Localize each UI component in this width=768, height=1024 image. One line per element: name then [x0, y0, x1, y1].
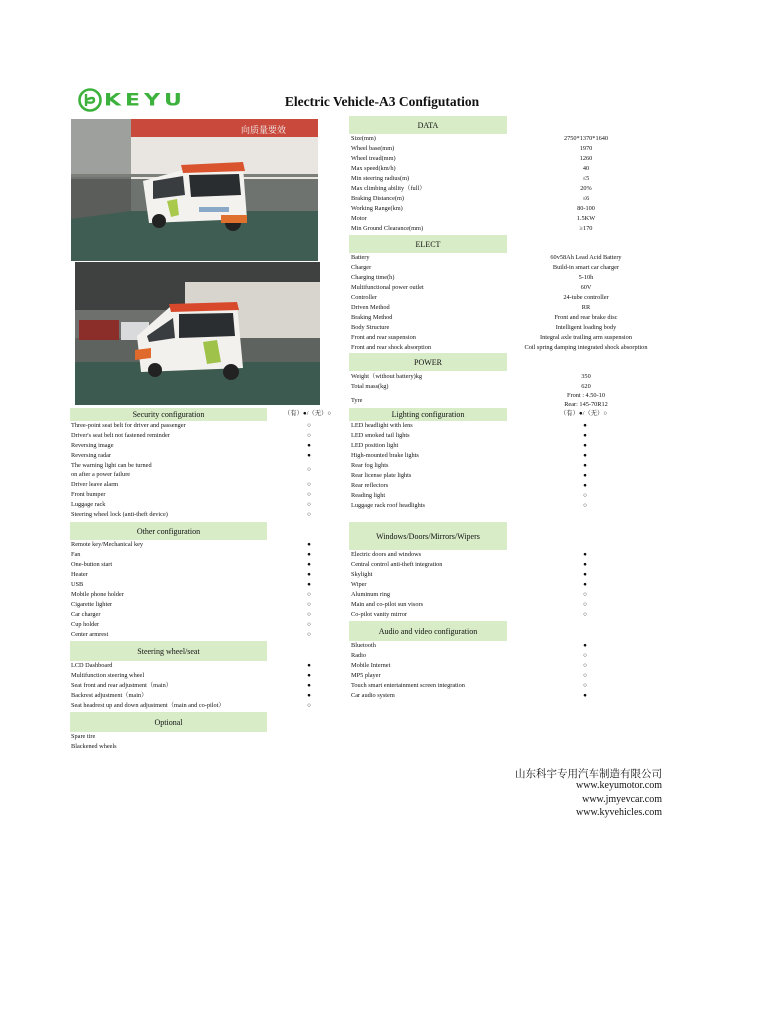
- row-value: RR: [581, 304, 591, 311]
- windows-section-header: Windows/Doors/Mirrors/Wipers: [349, 522, 507, 550]
- row-label: Skylight: [351, 571, 373, 578]
- security-legend: （有）●/（无）○: [284, 410, 332, 417]
- row-label: Min Ground Clearance(mm): [351, 225, 424, 232]
- row-value: 350: [581, 373, 591, 380]
- table-row: [351, 671, 671, 681]
- row-value: Intelligent loading body: [555, 324, 617, 331]
- vehicle-photo-front: [71, 119, 318, 261]
- row-mark: ●: [307, 551, 311, 558]
- table-row: [351, 590, 671, 600]
- table-row: [351, 681, 671, 691]
- row-mark: ●: [307, 662, 311, 669]
- table-row: [351, 253, 671, 263]
- row-label: Driver leave alarm: [71, 481, 119, 488]
- table-row: [351, 273, 671, 283]
- table-row: [71, 742, 341, 752]
- row-label: Three-point seat belt for driver and passenger: [71, 422, 186, 429]
- row-mark: ●: [307, 442, 311, 449]
- row-label: The warning light can be turned: [71, 462, 152, 469]
- website-link-3[interactable]: www.kyvehicles.com: [576, 807, 662, 818]
- table-row: [71, 480, 341, 490]
- row-value: ≤5: [582, 175, 590, 182]
- table-row: [351, 313, 671, 323]
- row-label: Reading light: [351, 492, 386, 499]
- row-label: Backrest adjustment（main）: [71, 692, 148, 699]
- row-label: Mobile Internet: [351, 662, 391, 669]
- table-row: [351, 263, 671, 273]
- row-label: Cup holder: [71, 621, 100, 628]
- table-row: [71, 600, 341, 610]
- row-label: Min steering radius(m): [351, 175, 410, 182]
- row-mark: ○: [307, 702, 311, 709]
- row-label: Car charger: [71, 611, 101, 618]
- table-row: [351, 451, 671, 461]
- row-label: LED position light: [351, 442, 399, 449]
- row-label: Luggage rack roof headlights: [351, 502, 425, 509]
- row-value: Coil spring damping integrated shock absorption: [524, 344, 648, 351]
- row-label: Co-pilot vanity mirror: [351, 611, 407, 618]
- tyre-front-value: Front : 4.50-10: [567, 392, 605, 399]
- table-row: [351, 421, 671, 431]
- table-row: [71, 661, 341, 671]
- table-row: [351, 560, 671, 570]
- lighting-legend: （有）●/（无）○: [560, 410, 608, 417]
- row-label: Working Range(km): [351, 205, 403, 212]
- table-row: [71, 681, 341, 691]
- row-label: Rear license plate lights: [351, 472, 412, 479]
- table-row: [351, 293, 671, 303]
- banner-text: 向质量要效: [241, 126, 287, 136]
- table-row: [351, 491, 671, 501]
- row-label: Charger: [351, 264, 372, 271]
- row-label: Front bumper: [71, 491, 106, 498]
- website-link-1[interactable]: www.keyumotor.com: [575, 780, 662, 791]
- row-value: 20%: [580, 185, 592, 192]
- row-mark: ○: [307, 501, 311, 508]
- table-row: [351, 691, 671, 701]
- row-mark: ○: [583, 652, 587, 659]
- row-value: 24-tube controller: [563, 294, 609, 301]
- row-label: Fan: [71, 551, 81, 558]
- row-mark: ●: [307, 541, 311, 548]
- row-mark: ○: [583, 672, 587, 679]
- row-mark: ●: [307, 581, 311, 588]
- lighting-section-header: Lighting configuration: [349, 408, 507, 421]
- company-name: 山东科宇专用汽车制造有限公司: [515, 769, 662, 780]
- row-label: Motor: [351, 215, 367, 222]
- row-mark: ○: [307, 591, 311, 598]
- row-label: Battery: [351, 254, 370, 261]
- row-value: 40: [582, 165, 590, 172]
- row-label: Central control anti-theft integration: [351, 561, 443, 568]
- row-label: Reversing image: [71, 442, 114, 449]
- row-label: Mobile phone holder: [71, 591, 124, 598]
- row-label: Multifunction steering wheel: [71, 672, 145, 679]
- row-label: LCD Dashboard: [71, 662, 113, 669]
- row-mark: ●: [307, 692, 311, 699]
- other-section-header: Other configuration: [70, 522, 267, 540]
- row-mark: ●: [583, 442, 587, 449]
- row-label: Reversing radar: [71, 452, 112, 459]
- table-row: [351, 333, 671, 343]
- row-label: Seat headrest up and down adjustment（main and co-pilot）: [71, 702, 225, 709]
- data-section-header: DATA: [349, 116, 507, 134]
- table-row: [351, 204, 671, 214]
- row-label: Braking Method: [351, 314, 393, 321]
- row-label: Heater: [71, 571, 88, 578]
- row-mark: ○: [583, 611, 587, 618]
- elect-section-header: ELECT: [349, 235, 507, 253]
- table-row: [71, 630, 341, 640]
- logo-text: KEYU: [104, 90, 186, 110]
- table-row: [71, 671, 341, 681]
- row-label: Wheel base(mm): [351, 145, 395, 152]
- row-mark: ○: [583, 492, 587, 499]
- row-mark: ●: [307, 452, 311, 459]
- power-section-header: POWER: [349, 353, 507, 371]
- row-label: Max climbing ability（full）: [351, 185, 426, 192]
- table-row: [71, 560, 341, 570]
- table-row: [351, 550, 671, 560]
- table-row: [71, 441, 341, 451]
- row-label: Luggage rack: [71, 501, 106, 508]
- table-row: [351, 441, 671, 451]
- table-row: [351, 471, 671, 481]
- row-mark: ●: [307, 571, 311, 578]
- table-row: [351, 372, 671, 382]
- vehicle-photo-side: [75, 262, 320, 405]
- table-row: [351, 134, 671, 144]
- row-mark: ●: [583, 422, 587, 429]
- row-label-line2: on after a power failure: [71, 471, 131, 478]
- row-label: Multifunctional power outlet: [351, 284, 424, 291]
- row-label: Weight（without battery)kg: [351, 373, 423, 380]
- row-label: LED smoked tail lights: [351, 432, 410, 439]
- row-mark: ●: [307, 672, 311, 679]
- row-label: Wheel tread(mm): [351, 155, 396, 162]
- row-mark: ●: [583, 432, 587, 439]
- row-value: 620: [581, 383, 591, 390]
- row-mark: ○: [583, 662, 587, 669]
- row-value: 1.5KW: [576, 215, 596, 222]
- audio-section-header: Audio and video configuration: [349, 621, 507, 641]
- row-mark: ●: [583, 642, 587, 649]
- table-row: [71, 691, 341, 701]
- row-value: Integral axle trailing arm suspension: [540, 334, 632, 341]
- row-mark: ○: [583, 591, 587, 598]
- row-mark: ●: [583, 692, 587, 699]
- row-mark: ○: [307, 432, 311, 439]
- table-row: [71, 431, 341, 441]
- table-row: [71, 540, 341, 550]
- table-row: [351, 481, 671, 491]
- row-mark: ○: [307, 601, 311, 608]
- table-row: [351, 194, 671, 204]
- row-mark: ○: [583, 601, 587, 608]
- row-label: Rear fog lights: [351, 462, 389, 469]
- table-row: [351, 214, 671, 224]
- row-label: Touch smart entertainment screen integration: [351, 682, 465, 689]
- table-row: [71, 580, 341, 590]
- row-label: Charging time(h): [351, 274, 395, 281]
- optional-section-header: Optional: [70, 712, 267, 732]
- table-row: [351, 283, 671, 293]
- row-value: 1970: [579, 145, 593, 152]
- row-value: 60V: [580, 284, 592, 291]
- row-mark: ●: [583, 482, 587, 489]
- row-mark: ○: [307, 481, 311, 488]
- website-link-2[interactable]: www.jmyevcar.com: [582, 794, 662, 805]
- row-mark: ○: [307, 611, 311, 618]
- steering-section-header: Steering wheel/seat: [70, 641, 267, 661]
- row-label: Cigarette lighter: [71, 601, 113, 608]
- row-mark: ●: [583, 561, 587, 568]
- row-mark: ●: [583, 452, 587, 459]
- table-row: [351, 580, 671, 590]
- row-mark: ○: [307, 621, 311, 628]
- row-label: Driver's seat belt not fastened reminder: [71, 432, 170, 439]
- table-row: [71, 701, 341, 711]
- table-row: [351, 224, 671, 234]
- tyre-label: Tyre: [351, 397, 363, 404]
- row-label: Max speed(km/h): [351, 165, 396, 172]
- row-label: Spare tire: [71, 733, 96, 740]
- row-mark: ●: [307, 561, 311, 568]
- table-row: [351, 164, 671, 174]
- row-mark: ●: [583, 462, 587, 469]
- table-row: [351, 651, 671, 661]
- row-mark: ●: [583, 581, 587, 588]
- table-row: [351, 144, 671, 154]
- row-mark: ○: [583, 502, 587, 509]
- table-row: [351, 184, 671, 194]
- row-label: Driven Method: [351, 304, 390, 311]
- table-row: [71, 421, 341, 431]
- table-row: [71, 732, 341, 742]
- table-row: [71, 451, 341, 461]
- table-row: [71, 461, 341, 480]
- row-label: Blackened wheels: [71, 743, 117, 750]
- table-row: [351, 461, 671, 471]
- row-mark: ○: [583, 682, 587, 689]
- row-label: LED headlight with lens: [351, 422, 413, 429]
- row-mark: ○: [307, 631, 311, 638]
- table-row: [351, 600, 671, 610]
- table-row: [351, 323, 671, 333]
- table-row: [351, 570, 671, 580]
- row-mark: ●: [583, 472, 587, 479]
- row-label: Car audio system: [351, 692, 395, 699]
- row-value: ≤6: [582, 195, 590, 202]
- row-value: Build-in smart car charger: [552, 264, 620, 271]
- table-row: [71, 570, 341, 580]
- table-row: [71, 550, 341, 560]
- page-title: Electric Vehicle-A3 Configutation: [284, 94, 480, 109]
- row-mark: ○: [307, 491, 311, 498]
- table-row: [351, 431, 671, 441]
- row-value: 1260: [579, 155, 593, 162]
- row-value: 80-100: [577, 205, 595, 212]
- row-label: Front and rear shock absorption: [351, 344, 432, 351]
- row-label: Aluminum ring: [351, 591, 391, 598]
- row-value: 60v58Ah Lead Acid Battery: [550, 254, 622, 261]
- table-row: [351, 303, 671, 313]
- tyre-rear-value: Rear: 145-70R12: [564, 401, 608, 408]
- row-value: 5-10h: [578, 274, 594, 281]
- row-label: Size(mm): [351, 135, 376, 142]
- table-row: [351, 501, 671, 511]
- row-label: Total mass(kg): [351, 383, 389, 390]
- row-label: MP5 player: [351, 672, 381, 679]
- row-label: Electric doors and windows: [351, 551, 422, 558]
- row-label: Seat front and rear adjustment（main）: [71, 682, 173, 689]
- row-label: Rear reflectors: [351, 482, 389, 489]
- row-label: Remote key/Mechanical key: [71, 541, 144, 548]
- row-mark: ●: [583, 551, 587, 558]
- table-row: [351, 154, 671, 164]
- table-row: [351, 610, 671, 620]
- table-row: [71, 610, 341, 620]
- table-row: [71, 500, 341, 510]
- row-label: High-mounted brake lights: [351, 452, 419, 459]
- table-row: [351, 661, 671, 671]
- row-mark: ●: [307, 682, 311, 689]
- table-row: [71, 490, 341, 500]
- row-value: Front and rear brake disc: [554, 314, 618, 321]
- table-row: [351, 174, 671, 184]
- row-label: Front and rear suspension: [351, 334, 416, 341]
- row-label: Braking Distance(m): [351, 195, 404, 202]
- row-mark: ●: [583, 571, 587, 578]
- row-label: Wiper: [351, 581, 367, 588]
- row-value: ≥170: [579, 225, 593, 232]
- row-value: 2750*1370*1640: [563, 135, 609, 142]
- row-label: Body Structure: [351, 324, 390, 331]
- row-label: Radio: [351, 652, 367, 659]
- row-mark: ○: [307, 422, 311, 429]
- table-row: [71, 620, 341, 630]
- row-label: USB: [71, 581, 84, 588]
- row-mark: ○: [307, 466, 311, 473]
- table-row: [71, 590, 341, 600]
- row-label: Steering wheel lock (anti-theft device): [71, 511, 168, 518]
- row-label: Controller: [351, 294, 377, 301]
- security-section-header: Security configuration: [70, 408, 267, 421]
- row-label: One-button start: [71, 561, 113, 568]
- row-label: Center armrest: [71, 631, 109, 638]
- table-row: [351, 343, 671, 353]
- table-row: [351, 641, 671, 651]
- row-label: Main and co-pilot sun visors: [351, 601, 424, 608]
- table-row: [71, 510, 341, 520]
- row-mark: ○: [307, 511, 311, 518]
- row-label: Bluetooth: [351, 642, 376, 649]
